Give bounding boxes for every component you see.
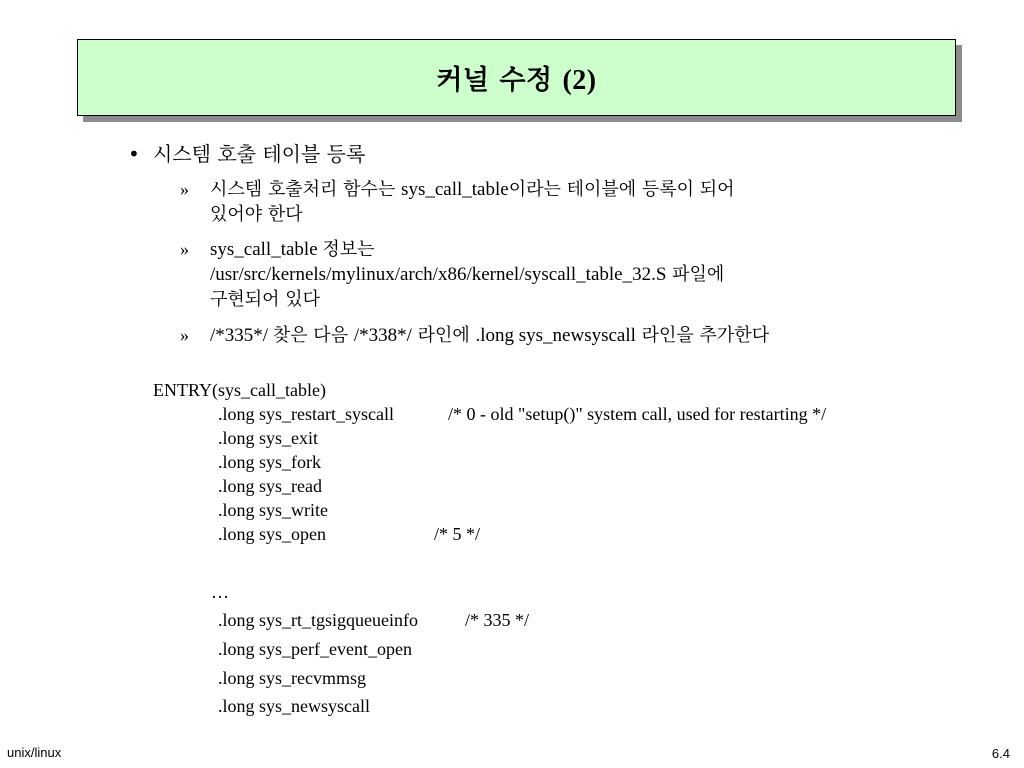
sub-bullet-text — [210, 323, 900, 348]
sub2-part2: 정보는 — [322, 239, 375, 260]
code-line: .long sys_restart_syscall — [218, 404, 394, 424]
code-entry: ENTRY(sys_call_table) — [153, 380, 326, 400]
code-ellipsis: … — [211, 582, 229, 602]
title-korean: 커널 수정 — [436, 65, 553, 96]
bullet-marker: • — [128, 142, 140, 166]
footer-page-number: 6.4 — [991, 746, 1010, 761]
code-line: .long sys_perf_event_open — [218, 639, 412, 659]
sub1-part3: 이라는 테이블에 등록이 되어 — [508, 179, 735, 200]
sub3-part2: 찾은 다음 — [272, 325, 354, 346]
sub-bullet-marker: » — [180, 179, 189, 199]
code-comment: /* 0 - old "setup()" system call, used for restarting */ — [448, 404, 827, 424]
code-line: .long sys_open — [218, 524, 326, 544]
sub-bullet-marker: » — [180, 325, 189, 345]
sub3-part5: .long sys_newsyscall — [475, 325, 636, 346]
code-line: .long sys_fork — [218, 452, 321, 472]
sub3-part1: /*335*/ — [210, 325, 273, 346]
title-box — [77, 39, 956, 116]
sub3-part3: /*338*/ — [353, 325, 412, 346]
sub1-line2: 있어야 한다 — [210, 204, 303, 225]
code-comment: /* 335 */ — [465, 610, 530, 630]
title-number: (2) — [562, 65, 597, 96]
code-line: .long sys_recvmmsg — [218, 668, 366, 688]
sub3-part6: 라인을 추가한다 — [635, 325, 770, 346]
code-line: .long sys_rt_tgsigqueueinfo — [218, 610, 418, 630]
sub3-part4: 라인에 — [411, 325, 476, 346]
code-comment: /* 5 */ — [434, 524, 481, 544]
sub-bullet-text — [210, 237, 900, 312]
code-line: .long sys_write — [218, 500, 328, 520]
code-line: .long sys_exit — [218, 428, 319, 448]
code-line: .long sys_newsyscall — [218, 696, 370, 716]
sub2-line3: 구현되어 있다 — [210, 289, 321, 310]
sub2-part1: sys_call_table — [210, 239, 323, 260]
bullet-text: 시스템 호출 테이블 등록 — [153, 142, 366, 166]
footer-course: unix/linux — [7, 745, 62, 760]
sub1-part1: 시스템 호출처리 함수는 — [210, 179, 402, 200]
code-line: .long sys_read — [218, 476, 322, 496]
sub-bullet-marker: » — [180, 239, 189, 259]
sub2-path: /usr/src/kernels/mylinux/arch/x86/kernel/syscall_table_32.S — [210, 264, 667, 285]
sub1-part2: sys_call_table — [401, 179, 509, 200]
sub2-line2-kr: 파일에 — [666, 264, 725, 285]
page-title — [436, 58, 596, 97]
sub-bullet-text — [210, 177, 900, 227]
